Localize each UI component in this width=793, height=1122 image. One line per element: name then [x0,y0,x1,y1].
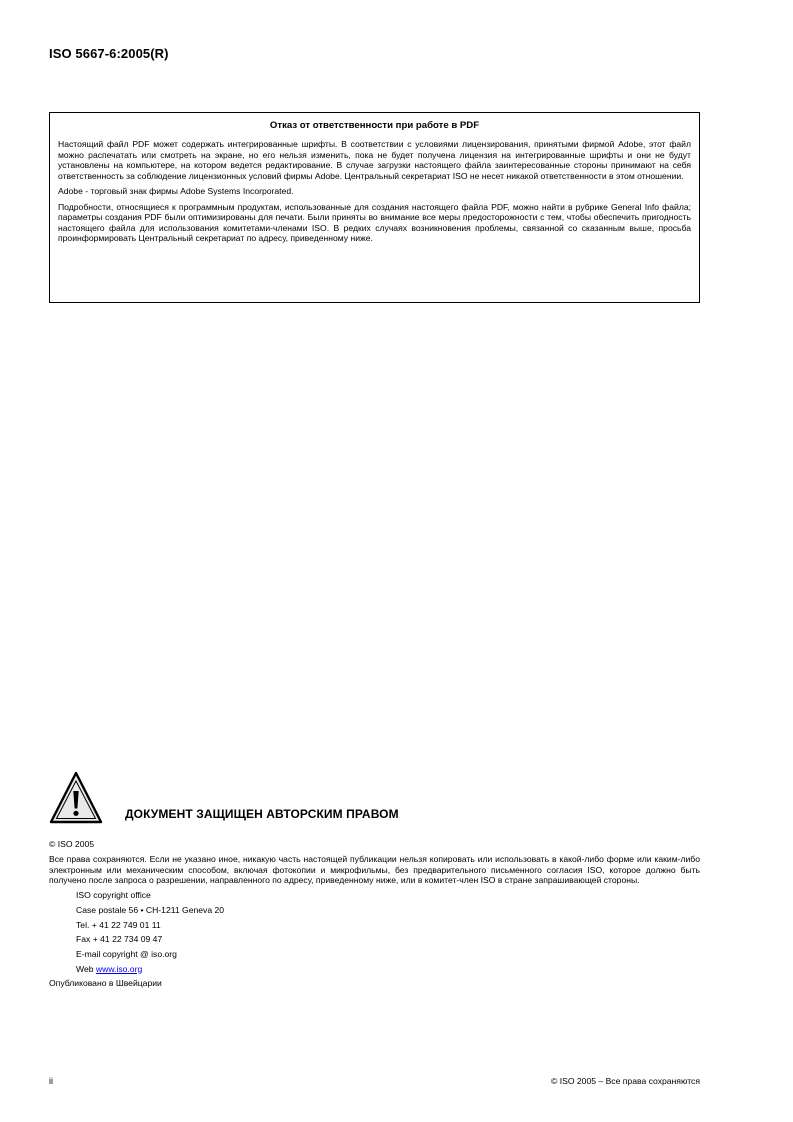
warning-triangle-icon [49,770,103,826]
address-postal: Case postale 56 • CH-1211 Geneva 20 [76,904,225,915]
copyright-text: Все права сохраняются. Если не указано иное, никакую часть настоящей публикации нельзя копировать или использовать в какой-либо форме или каким-либо электронным или механическим способом, включая фотокопии и микрофильмы, без предварительного письменного согласия ISO, которое должно быть получено после запроса о разрешении, направленного по адресу, приведенному ниже, или в комитет-член ISO в стране запрашивающей стороны. [49,854,700,885]
published-in-switzerland: Опубликовано в Швейцарии [49,978,162,989]
disclaimer-paragraph-details: Подробности, относящиеся к программным продуктам, использованные для создания настоящего файла PDF, можно найти в рубрике General Info файла; параметры создания PDF были оптимизированы для печати. Были приняты во внимание все меры предосторожности с тем, чтобы обеспечить пригодность настоящего файла для использования комитетами-членами ISO. В редких случаях возникновения проблемы, связанной со сказанным выше, просьба проинформировать Центральный секретариат по адресу, приведенному ниже. [58,201,691,243]
document-id-header: ISO 5667-6:2005(R) [49,46,169,61]
disclaimer-paragraph-fonts: Настоящий файл PDF может содержать интегрированные шрифты. В соответствии с условиями лицензирования, принятыми фирмой Adobe, этот файл можно распечатать или смотреть на экране, но его нельзя изменить, пока не будет получена лицензия на интегрированные шрифты и они не будут установлены на компьютере, на котором ведется редактирование. В случае загрузки настоящего файла заинтересованные стороны принимают на себя ответственность за соблюдение лицензионных условий фирмы Adobe. Центральный секретариат ISO не несет никакой ответственности в этом отношении. [58,139,691,181]
address-web [76,964,700,974]
iso-website-link[interactable]: www.iso.org [95,963,143,974]
footer-copyright: © ISO 2005 – Все права сохраняются [550,1076,700,1086]
copyright-warning-title: ДОКУМЕНТ ЗАЩИЩЕН АВТОРСКИМ ПРАВОМ [125,807,399,821]
iso-address-block [49,890,700,974]
copyright-warning-section [49,770,700,826]
address-email: E-mail copyright @ iso.org [76,948,177,959]
pdf-disclaimer-box [49,112,700,303]
disclaimer-title: Отказ от ответственности при работе в PDF [269,120,480,131]
address-fax: Fax + 41 22 734 09 47 [76,934,163,945]
disclaimer-paragraph-trademark: Adobe - торговый знак фирмы Adobe Systems Incorporated. [58,186,294,196]
address-web-prefix: Web [76,963,96,974]
copyright-year: © ISO 2005 [49,839,95,849]
address-office: ISO copyright office [76,890,151,901]
copyright-section [49,839,700,989]
address-tel: Tel. + 41 22 749 01 11 [76,919,161,930]
footer-page-number: ii [49,1076,53,1086]
